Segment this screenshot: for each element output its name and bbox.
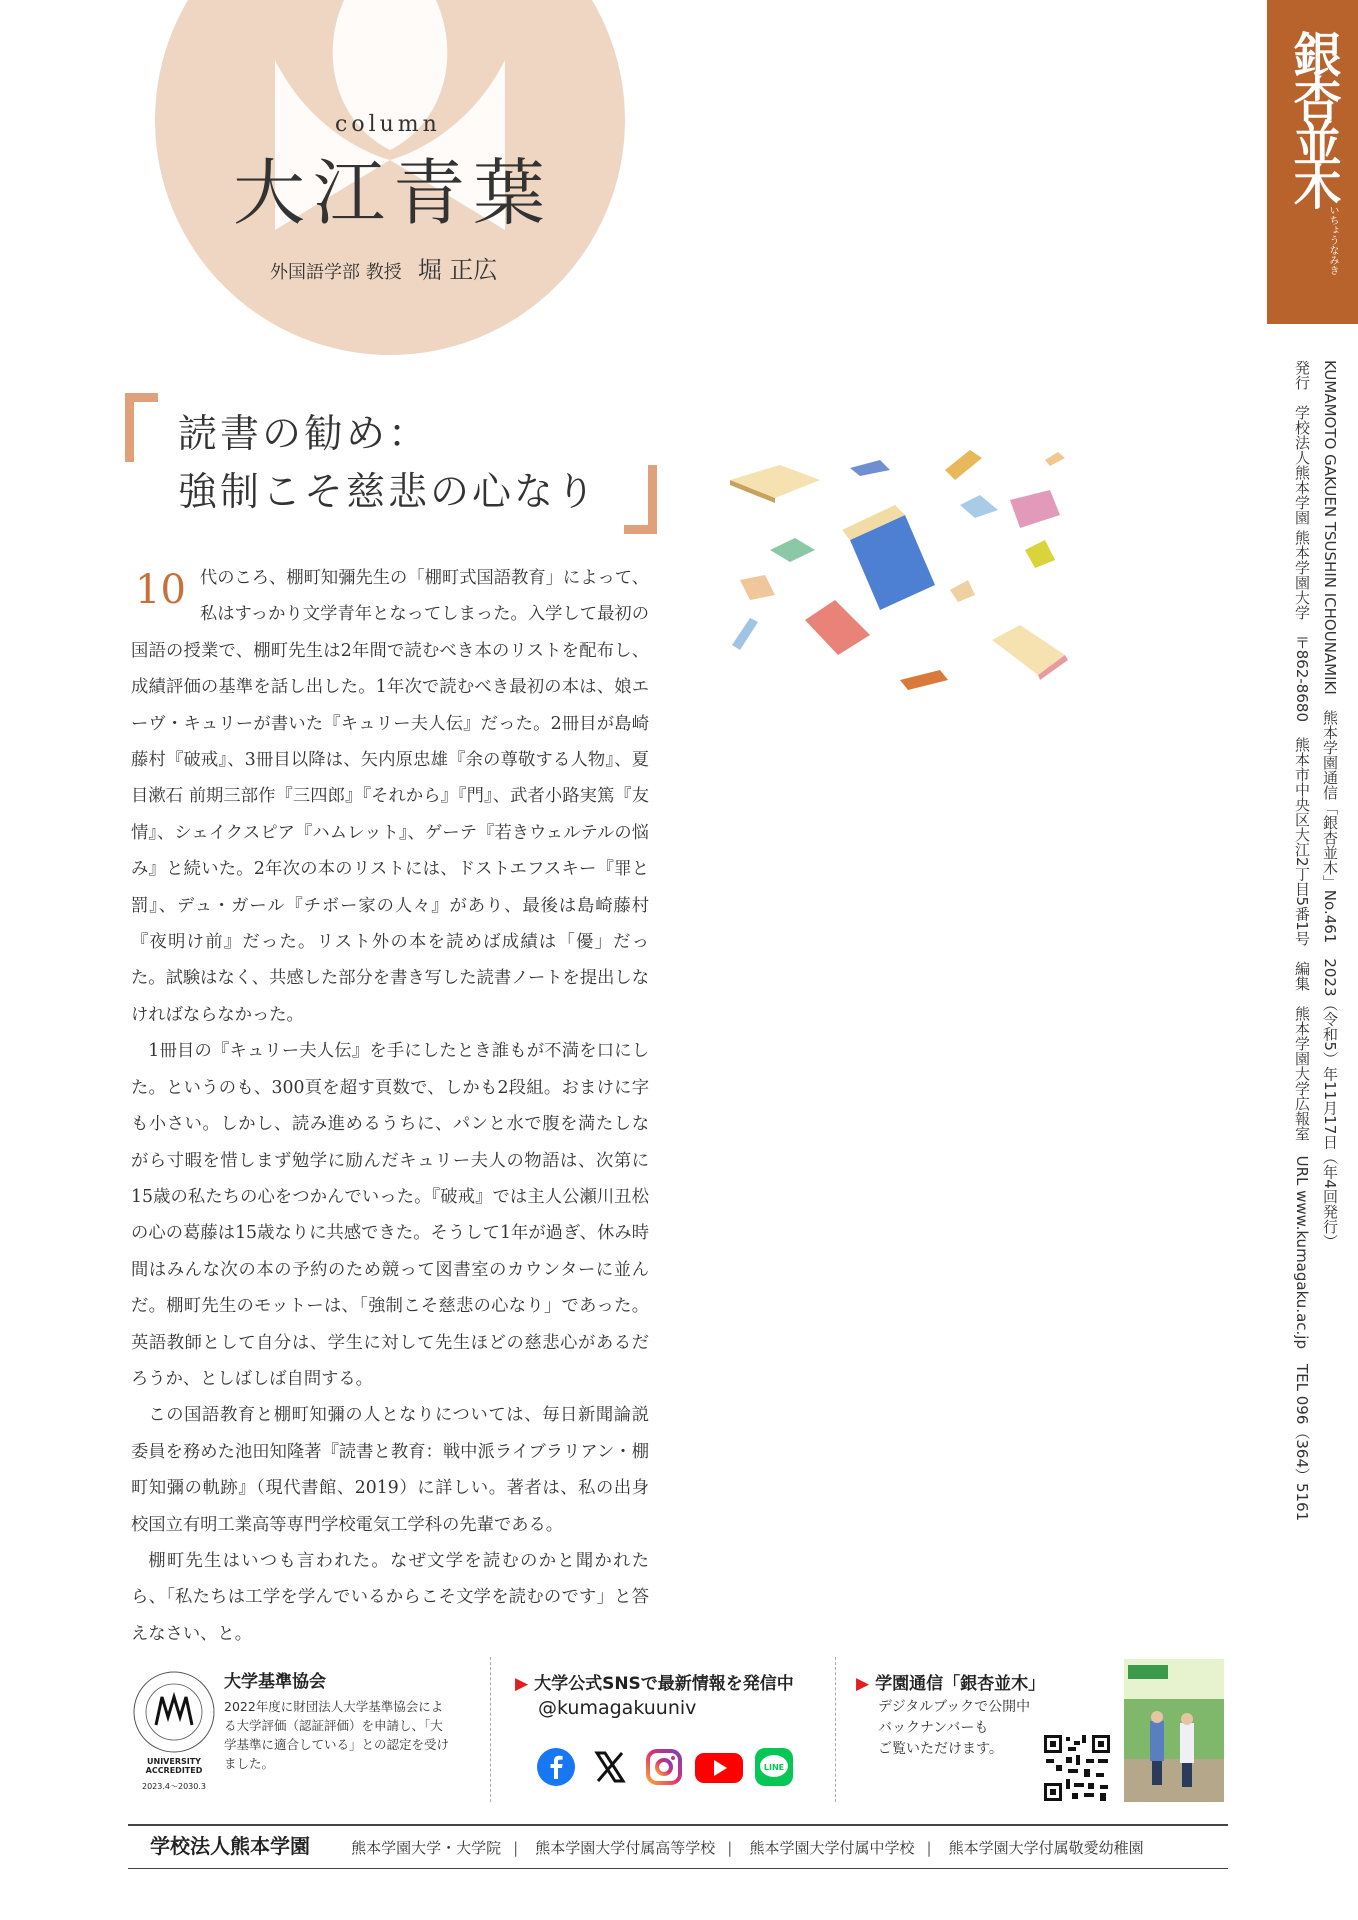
school-link-junior-high[interactable]: 熊本学園大学付属中学校 <box>749 1839 915 1857</box>
accreditation-text: 2022年度に財団法人大学基準協会による大学評価（認証評価）を申請し、「大学基準に適合している」との認定を受けました。 <box>224 1699 450 1771</box>
line-icon[interactable] <box>754 1747 794 1787</box>
school-link-university[interactable]: 熊本学園大学・大学院 <box>351 1839 502 1857</box>
separator: | <box>727 1839 733 1857</box>
paragraph-1 <box>131 560 649 1033</box>
paragraph-2: 1冊目の『キュリー夫人伝』を手にしたとき誰もが不満を口にした。というのも、300頁を超す頁数で、しかも2段組。おまけに字も小さい。しかし、読み進めるうちに、パンと水で腹を満たしながら寸暇を惜しまず勉学に励んだキュリー夫人の物語は、次第に15歳の私たちの心をつかんでいった。『破戒』では主人公瀬川丑松の心の葛藤は15歳なりに共感できた。そうして1年が過ぎ、休み時間はみんな次の本の予約のため競って図書室のカウンターに並んだ。棚町先生のモットーは、「強制こそ慈悲の心なり」であった。英語教師として自分は、学生に対して先生ほどの慈悲心があるだろうか、としばしば自問する。 <box>131 1041 649 1389</box>
article-body <box>131 560 649 1652</box>
backnumber-line-3: ご覧いただけます。 <box>878 1741 1003 1757</box>
youtube-icon[interactable] <box>694 1747 744 1787</box>
book-pink <box>1010 490 1060 528</box>
instagram-icon[interactable] <box>644 1747 684 1787</box>
drop-cap-number: 10 <box>135 567 186 613</box>
school-link-high-school[interactable]: 熊本学園大学付属高等学校 <box>535 1839 716 1857</box>
book-small-top-right <box>1045 452 1065 466</box>
backnumber-title-text: 学園通信「銀杏並木」 <box>875 1674 1046 1694</box>
qr-code[interactable] <box>1042 1733 1112 1803</box>
book-yellow-green <box>1025 540 1055 568</box>
close-bracket-mark <box>624 465 657 534</box>
separator: | <box>513 1839 519 1857</box>
book-coral <box>805 600 870 655</box>
author-affiliation: 外国語学部 教授 <box>270 262 402 283</box>
book-green <box>770 538 815 562</box>
ichounamiki-logo <box>1267 0 1358 324</box>
book-beige-left <box>740 575 775 600</box>
author-line <box>270 250 497 285</box>
article-headline <box>178 406 598 522</box>
facebook-icon[interactable] <box>536 1747 576 1787</box>
accreditation-badge <box>128 1667 220 1795</box>
school-corporation-name: 学校法人熊本学園 <box>150 1834 310 1858</box>
triangle-icon: ▶ <box>515 1674 529 1694</box>
sns-handle[interactable]: @kumagakuuniv <box>538 1697 697 1719</box>
svg-text:LINE: LINE <box>763 1763 785 1772</box>
book-blue-large <box>842 505 935 610</box>
open-bracket-mark <box>125 393 158 462</box>
column-title: 大江青葉 <box>233 151 554 235</box>
school-link-kindergarten[interactable]: 熊本学園大学付属敬愛幼稚園 <box>948 1839 1144 1857</box>
colophon-publication: KUMAMOTO GAKUEN TSUSHIN ICHOUNAMIKI 熊本学園通信「銀杏並木」No.461 2023（令和5）年11月17日（年4回発行） <box>1321 360 1339 1249</box>
badge-period: 2023.4～2030.3 <box>142 1782 206 1791</box>
colophon-publisher: 発行 学校法人熊本学園 熊本学園大学 〒862-8680 熊本市中央区大江2丁目5番1号 編集 熊本学園大学広報室 URL www.kumagaku.ac.jp TEL 096（364）5161 <box>1293 360 1311 1522</box>
paragraph-3: この国語教育と棚町知彌の人となりについては、毎日新聞論説委員を務めた池田知隆著『読書と教育：戦中派ライブラリアン・棚町知彌の軌跡』（現代書館、2019）に詳しい。著者は、私の出身校国立有明工業高等専門学校電気工学科の先輩である。 <box>131 1405 649 1535</box>
accreditation-title: 大学基準協会 <box>224 1672 326 1692</box>
paragraph-1-text: 代のころ、棚町知彌先生の「棚町式国語教育」によって、私はすっかり文学青年となってしまった。入学して最初の国語の授業で、棚町先生は2年間で読むべき本のリストを配布し、成績評価の基準を話し出した。1年次で読むべき最初の本は、娘エーヴ・キュリーが書いた『キュリー夫人伝』だった。2冊目が島崎藤村『破戒』、3冊目以降は、矢内原忠雄『余の尊敬する人物』、夏目漱石 前期三部作『三四郎』『それから』『門』、武者小路実篤『友情』、シェイクスピア『ハムレット』、ゲーテ『若きウェルテルの悩み』と続いた。2年次の本のリストには、ドストエフスキー『罪と罰』、デュ・ガール『チボー家の人々』があり、最後は島崎藤村『夜明け前』だった。リスト外の本を読めば成績は「優」だった。試験はなく、共感した部分を書き写した読書ノートを提出しなければならなかった。 <box>131 568 649 1025</box>
logo-reading: いちょうなみき <box>1327 205 1338 275</box>
badge-label: UNIVERSITY ACCREDITED <box>145 1757 203 1775</box>
magazine-cover-thumbnail[interactable] <box>1124 1659 1224 1802</box>
book-yellow <box>945 450 982 480</box>
paragraph-4: 棚町先生はいつも言われた。なぜ文学を読むのかと聞かれたら、「私たちは工学を学んでいるからこそ文学を読むのです」と答えなさい、と。 <box>131 1550 649 1644</box>
school-bar <box>150 1830 1230 1870</box>
headline-line-2: 強制こそ慈悲の心なり <box>178 470 599 515</box>
book-light-blue-left <box>732 618 758 650</box>
footer-divider <box>490 1657 491 1802</box>
book-open-bottom-right <box>992 625 1068 680</box>
separator: | <box>926 1839 932 1857</box>
backnumber-line-1: デジタルブックで公開中 <box>878 1699 1031 1715</box>
backnumber-line-2: バックナンバーも <box>878 1720 989 1736</box>
footer-bottom-rule <box>128 1868 1228 1869</box>
book-light-blue <box>960 495 998 518</box>
column-label: column <box>335 112 441 137</box>
book-blue-small <box>850 460 890 476</box>
flying-books-illustration <box>720 440 1100 720</box>
footer <box>128 1657 1228 1807</box>
sns-title-text: 大学公式SNSで最新情報を発信中 <box>534 1674 794 1694</box>
backnumber-title <box>856 1669 1045 1694</box>
triangle-icon: ▶ <box>856 1674 870 1694</box>
author-name: 堀 正広 <box>417 256 498 284</box>
footer-rule <box>128 1824 1228 1826</box>
footer-divider <box>835 1657 836 1802</box>
logo-text: 銀杏並木 <box>1285 30 1341 206</box>
x-icon[interactable] <box>590 1747 630 1787</box>
headline-line-1: 読書の勧め： <box>178 412 431 457</box>
book-orange <box>900 670 948 690</box>
backnumber-text <box>878 1697 1030 1760</box>
book-open-top-left <box>730 465 820 503</box>
book-tan <box>950 580 975 602</box>
colophon <box>1288 360 1344 1522</box>
sns-title <box>515 1669 794 1694</box>
